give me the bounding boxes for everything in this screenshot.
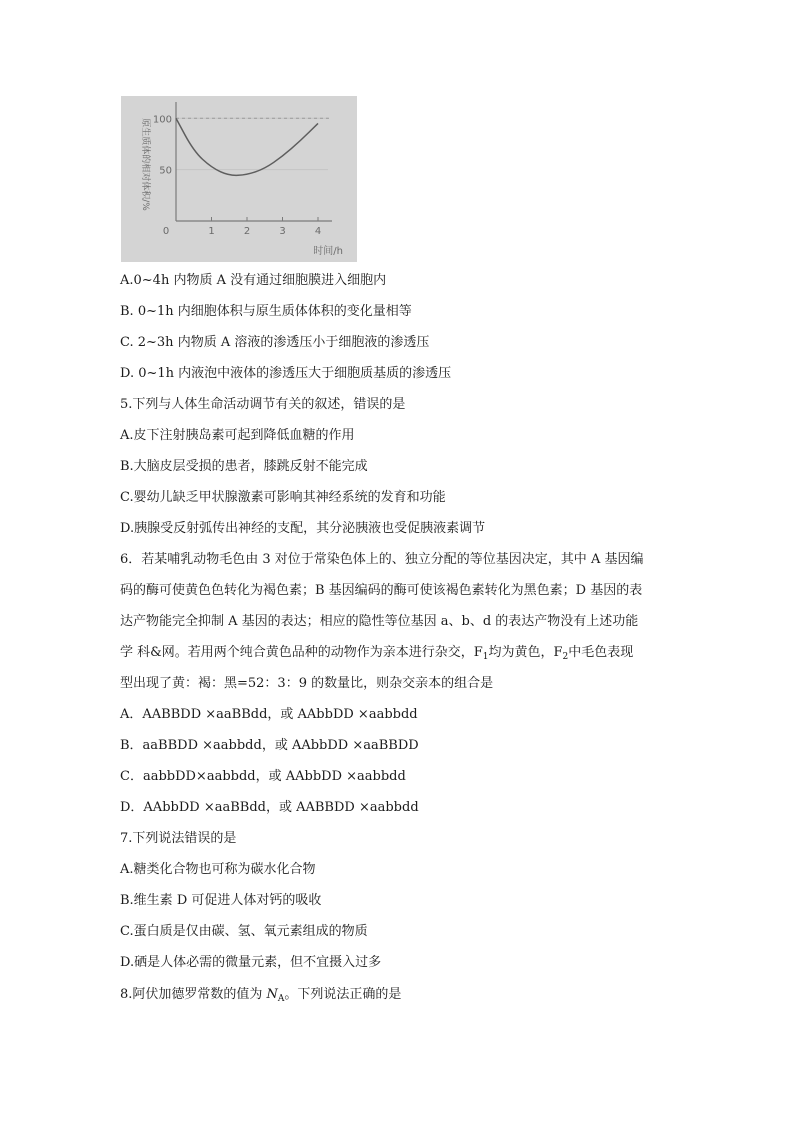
q6-stem-line-2: 码的酶可使黄色色转化为褐色素；B 基因编码的酶可使该褐色素转化为黑色素；D 基因的表 — [120, 583, 643, 598]
q6-stem-line-1: 6．若某哺乳动物毛色由 3 对位于常染色体上的、独立分配的等位基因决定，其中 A 基因编 — [120, 552, 644, 567]
q6-option-c: C．aabbDD×aabbdd，或 AAbbDD ×aabbdd — [120, 769, 406, 784]
q6-line4-part3: 中毛色表现 — [568, 645, 634, 660]
q8-stem-part2: 。下列说法正确的是 — [284, 987, 402, 1002]
f1-subscript: 1 — [482, 652, 489, 662]
q5-option-c: C.婴幼儿缺乏甲状腺激素可影响其神经系统的发育和功能 — [120, 490, 446, 505]
q8-stem — [120, 986, 401, 1008]
q6-stem-line-4 — [120, 644, 633, 666]
q6-option-a: A．AABBDD ×aaBBdd，或 AAbbDD ×aabbdd — [120, 707, 418, 722]
q7-option-d: D.硒是人体必需的微量元素，但不宜摄入过多 — [120, 955, 382, 970]
q6-line4-part1: 学 科&网。若用两个纯合黄色品种的动物作为亲本进行杂交，F — [120, 645, 483, 660]
x-tick-label: 4 — [314, 226, 322, 237]
q6-option-b: B．aaBBDD ×aabbdd，或 AAbbDD ×aaBBDD — [120, 738, 419, 753]
q6-line4-part2: 均为黄色，F — [488, 645, 563, 660]
q5-option-b: B.大脑皮层受损的患者，膝跳反射不能完成 — [120, 459, 368, 474]
q5-option-a: A.皮下注射胰岛素可起到降低血糖的作用 — [120, 428, 355, 443]
x-axis-label: 时间/h — [313, 246, 343, 257]
q7-option-b: B.维生素 D 可促进人体对钙的吸收 — [120, 893, 322, 908]
q7-option-c: C.蛋白质是仅由碳、氢、氧元素组成的物质 — [120, 924, 368, 939]
q7-stem: 7.下列说法错误的是 — [120, 831, 237, 846]
q4-option-b: B. 0~1h 内细胞体积与原生质体体积的变化量相等 — [120, 304, 412, 319]
q4-option-a: A.0~4h 内物质 A 没有通过细胞膜进入细胞内 — [120, 273, 387, 288]
q6-stem-line-3: 达产物能完全抑制 A 基因的表达；相应的隐性等位基因 a、b、d 的表达产物没有上述功能 — [120, 614, 639, 629]
x-tick-label: 2 — [243, 226, 251, 237]
avogadro-symbol: N — [266, 987, 278, 1002]
q6-option-d: D．AAbbDD ×aaBBdd，或 AABBDD ×aabbdd — [120, 800, 419, 815]
q7-option-a: A.糖类化合物也可称为碳水化合物 — [120, 862, 316, 877]
q5-stem: 5.下列与人体生命活动调节有关的叙述，错误的是 — [120, 397, 406, 412]
y-axis-label: 原生质体的相对体积/% — [140, 118, 150, 211]
q8-stem-part1: 8.阿伏加德罗常数的值为 — [120, 987, 267, 1002]
y-tick-label: 50 — [159, 165, 172, 177]
x-tick-label: 1 — [208, 226, 215, 237]
f2-subscript: 2 — [562, 652, 569, 662]
q4-option-c: C. 2~3h 内物质 A 溶液的渗透压小于细胞液的渗透压 — [120, 335, 430, 350]
x-tick-label: 0 — [162, 226, 170, 237]
avogadro-subscript: A — [277, 994, 285, 1004]
volume-curve — [176, 118, 318, 175]
osmosis-chart — [121, 96, 357, 262]
x-tick-label: 3 — [279, 226, 286, 237]
osmosis-chart-figure — [121, 96, 357, 262]
y-tick-label: 100 — [152, 114, 172, 126]
q5-option-d: D.胰腺受反射弧传出神经的支配，其分泌胰液也受促胰液素调节 — [120, 521, 486, 536]
q4-option-d: D. 0~1h 内液泡中液体的渗透压大于细胞质基质的渗透压 — [120, 366, 452, 381]
q6-stem-line-5: 型出现了黄：褐：黑=52：3：9 的数量比，则杂交亲本的组合是 — [120, 676, 494, 691]
